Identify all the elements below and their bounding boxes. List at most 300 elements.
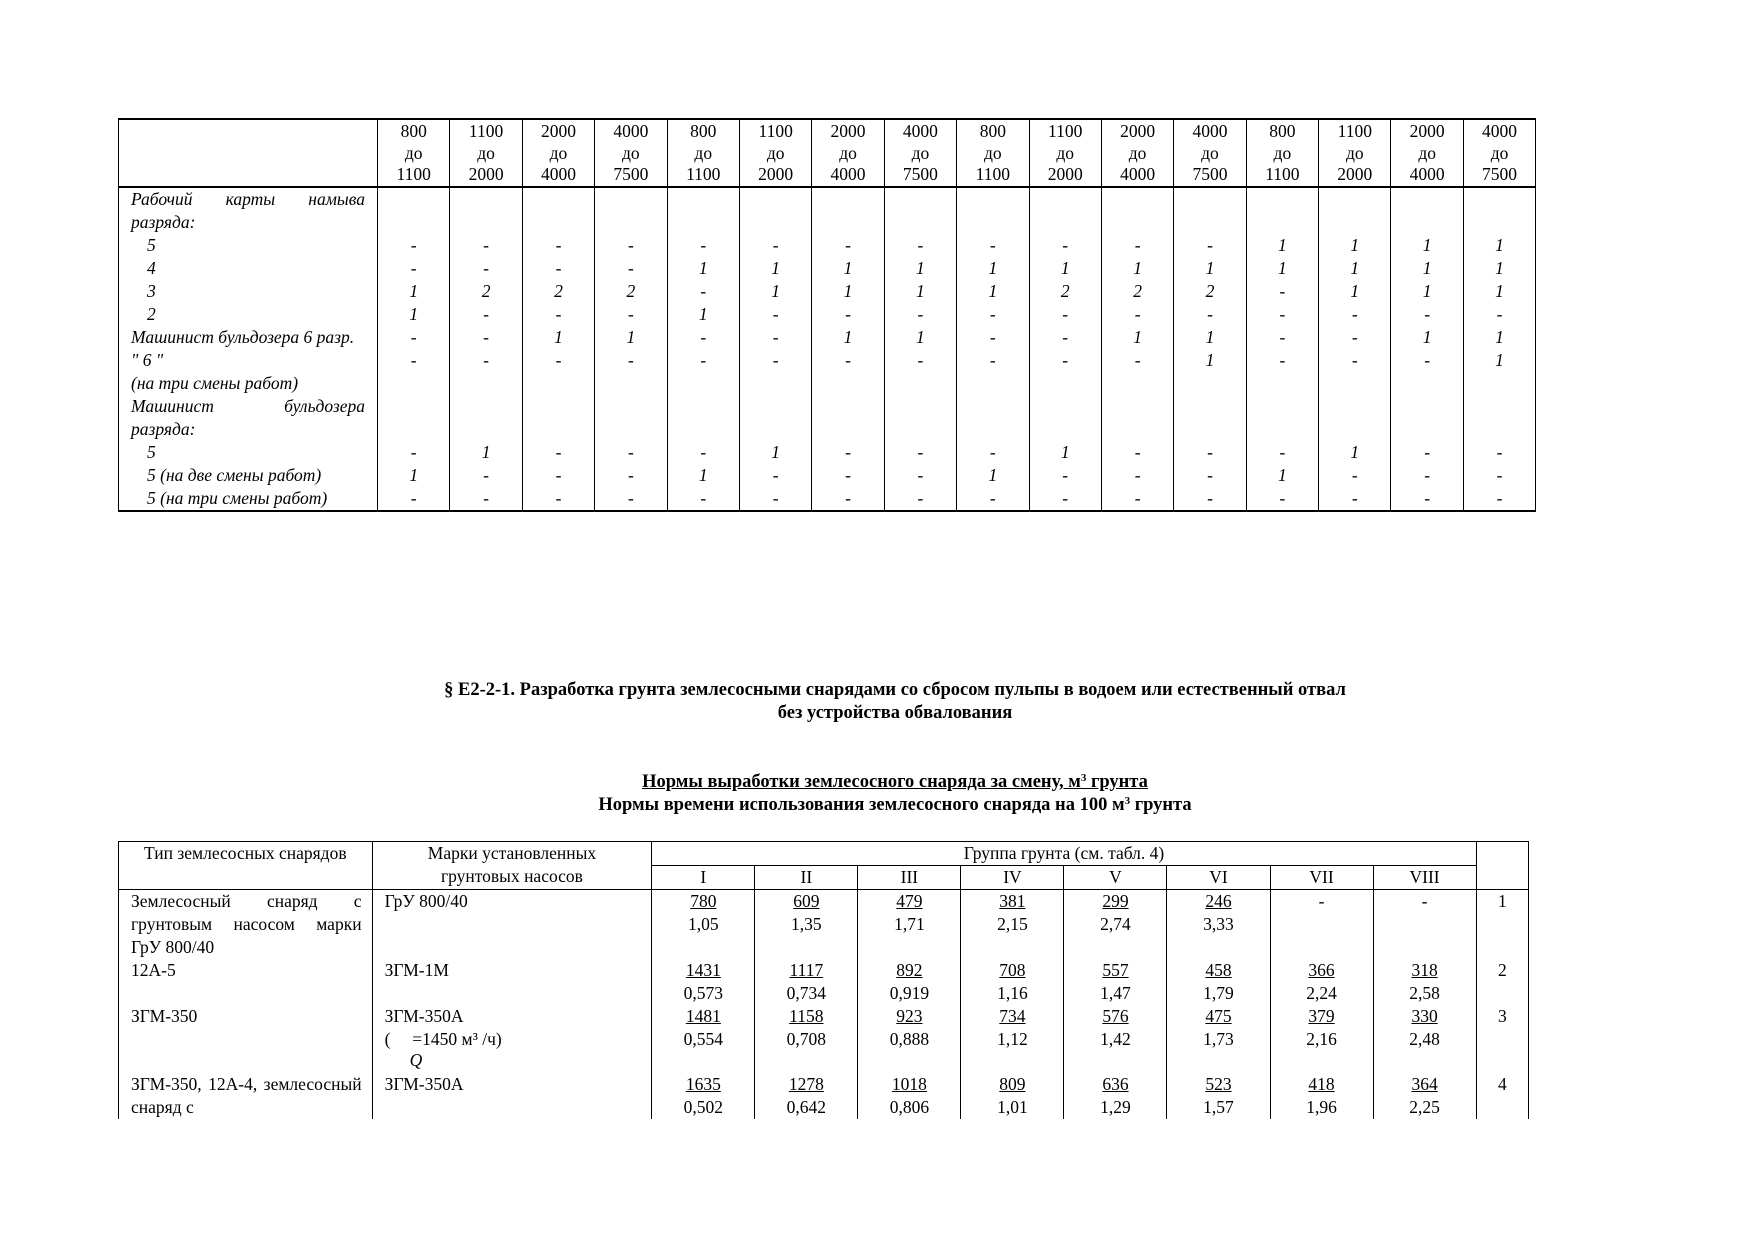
staffing-cell	[1463, 395, 1535, 441]
staffing-cell: 1	[812, 257, 884, 280]
staffing-row-label: 2	[119, 303, 378, 326]
staffing-cell: -	[812, 464, 884, 487]
staffing-cell: -	[667, 441, 739, 464]
staffing-cell: 1	[884, 280, 956, 303]
staffing-cell: -	[1319, 464, 1391, 487]
norm-cell: 330 2,48	[1373, 1005, 1476, 1073]
staffing-cell: 1	[1391, 280, 1463, 303]
staffing-cell: 2	[1029, 280, 1101, 303]
norm-cell: 458 1,79	[1167, 959, 1270, 1005]
staffing-cell: -	[1101, 234, 1173, 257]
staffing-header-range: 4000 до 7500	[1174, 119, 1246, 187]
staffing-cell: 1	[1391, 326, 1463, 349]
staffing-row	[119, 257, 1536, 280]
group-header-IV: IV	[961, 866, 1064, 890]
staffing-cell: -	[1319, 303, 1391, 326]
staffing-cell	[957, 187, 1029, 234]
norms-title-line2: Нормы времени использования землесосного снаряда на 100 м	[598, 795, 1125, 815]
staffing-cell: -	[1463, 464, 1535, 487]
norm-cell: 708 1,16	[961, 959, 1064, 1005]
staffing-cell: -	[1391, 441, 1463, 464]
staffing-cell: -	[884, 441, 956, 464]
staffing-row-label: 5	[119, 441, 378, 464]
staffing-cell: 1	[739, 280, 811, 303]
staffing-row	[119, 187, 1536, 234]
staffing-cell: -	[595, 234, 667, 257]
staffing-cell: 1	[957, 464, 1029, 487]
staffing-cell: -	[739, 303, 811, 326]
staffing-cell	[595, 372, 667, 395]
staffing-cell: 1	[739, 257, 811, 280]
staffing-row	[119, 234, 1536, 257]
staffing-header-range: 800 до 1100	[1246, 119, 1318, 187]
staffing-cell: -	[450, 257, 522, 280]
row-number: 4	[1476, 1073, 1528, 1119]
staffing-row	[119, 487, 1536, 511]
norms-table-header	[119, 842, 1529, 890]
staffing-cell	[1463, 187, 1535, 234]
staffing-cell: -	[957, 303, 1029, 326]
staffing-header-range: 2000 до 4000	[522, 119, 594, 187]
staffing-cell	[1319, 187, 1391, 234]
staffing-cell: 1	[1319, 257, 1391, 280]
staffing-cell: -	[1319, 487, 1391, 511]
staffing-cell	[1319, 395, 1391, 441]
staffing-cell: -	[812, 349, 884, 372]
staffing-cell	[1174, 187, 1246, 234]
staffing-header-range: 1100 до 2000	[1319, 119, 1391, 187]
staffing-cell	[1246, 187, 1318, 234]
staffing-header-range: 1100 до 2000	[1029, 119, 1101, 187]
staffing-cell: 1	[1391, 234, 1463, 257]
staffing-cell: 1	[1319, 441, 1391, 464]
staffing-cell	[1391, 187, 1463, 234]
staffing-cell	[884, 395, 956, 441]
staffing-cell: 1	[378, 464, 450, 487]
dredger-type: ЗГМ-350, 12А-4, землесосный снаряд с	[119, 1073, 373, 1119]
col-group-header: Группа грунта (см. табл. 4)	[652, 842, 1476, 866]
staffing-cell	[1029, 187, 1101, 234]
staffing-header-range: 800 до 1100	[667, 119, 739, 187]
staffing-cell	[378, 187, 450, 234]
staffing-cell: -	[522, 441, 594, 464]
staffing-cell: -	[1174, 487, 1246, 511]
staffing-cell: -	[1246, 280, 1318, 303]
staffing-cell: -	[884, 464, 956, 487]
norm-cell: 523 1,57	[1167, 1073, 1270, 1119]
staffing-cell: 1	[1463, 280, 1535, 303]
staffing-cell: -	[450, 464, 522, 487]
staffing-cell: -	[522, 234, 594, 257]
pump-model: ГрУ 800/40	[372, 890, 652, 960]
staffing-cell: -	[1101, 441, 1173, 464]
staffing-cell	[812, 187, 884, 234]
norm-cell: 418 1,96	[1270, 1073, 1373, 1119]
norms-table-body	[119, 890, 1529, 1120]
staffing-cell: 1	[1463, 326, 1535, 349]
staffing-header-range: 4000 до 7500	[884, 119, 956, 187]
staffing-cell: 1	[667, 303, 739, 326]
staffing-cell: -	[1246, 487, 1318, 511]
pump-model: ЗГМ-350А	[372, 1073, 652, 1119]
staffing-cell	[1101, 372, 1173, 395]
norm-cell: 1278 0,642	[755, 1073, 858, 1119]
staffing-cell: -	[1246, 441, 1318, 464]
staffing-row	[119, 464, 1536, 487]
staffing-row-label: 3	[119, 280, 378, 303]
staffing-cell	[739, 395, 811, 441]
staffing-cell: -	[1101, 349, 1173, 372]
staffing-cell	[522, 372, 594, 395]
staffing-cell	[1463, 372, 1535, 395]
staffing-cell	[1029, 372, 1101, 395]
staffing-row-label: " 6 "	[119, 349, 378, 372]
norm-cell: 299 2,74	[1064, 890, 1167, 960]
staffing-cell: -	[450, 487, 522, 511]
staffing-cell: -	[739, 349, 811, 372]
staffing-row-label: 5 (на две смены работ)	[119, 464, 378, 487]
staffing-cell: 1	[1101, 326, 1173, 349]
staffing-row	[119, 395, 1536, 441]
staffing-cell: -	[1463, 441, 1535, 464]
staffing-cell	[450, 372, 522, 395]
staffing-cell: -	[595, 487, 667, 511]
staffing-cell: -	[450, 303, 522, 326]
staffing-cell: -	[739, 326, 811, 349]
staffing-cell: -	[378, 326, 450, 349]
staffing-cell: 1	[884, 257, 956, 280]
staffing-cell: -	[739, 234, 811, 257]
staffing-cell: -	[1319, 349, 1391, 372]
staffing-cell	[450, 187, 522, 234]
staffing-row	[119, 280, 1536, 303]
staffing-cell	[1174, 395, 1246, 441]
staffing-cell: -	[522, 257, 594, 280]
staffing-cell	[957, 372, 1029, 395]
staffing-cell: 1	[667, 257, 739, 280]
staffing-cell: -	[957, 441, 1029, 464]
staffing-cell: 2	[522, 280, 594, 303]
staffing-cell: 1	[1029, 257, 1101, 280]
staffing-cell: -	[595, 441, 667, 464]
staffing-cell: -	[812, 234, 884, 257]
staffing-header-range: 1100 до 2000	[739, 119, 811, 187]
staffing-cell: -	[1029, 349, 1101, 372]
staffing-cell: -	[812, 441, 884, 464]
staffing-header-range: 1100 до 2000	[450, 119, 522, 187]
staffing-cell	[1246, 395, 1318, 441]
staffing-cell: -	[1246, 303, 1318, 326]
staffing-cell	[450, 395, 522, 441]
group-header-VI: VI	[1167, 866, 1270, 890]
norm-cell: 1018 0,806	[858, 1073, 961, 1119]
norm-cell: 366 2,24	[1270, 959, 1373, 1005]
staffing-cell	[1391, 395, 1463, 441]
col-pump-header: Марки установленных грунтовых насосов	[372, 842, 652, 890]
staffing-cell: 2	[450, 280, 522, 303]
staffing-cell: -	[812, 487, 884, 511]
staffing-header-range: 2000 до 4000	[1391, 119, 1463, 187]
staffing-cell: -	[522, 464, 594, 487]
staffing-cell: 1	[1246, 234, 1318, 257]
staffing-cell	[667, 372, 739, 395]
staffing-cell	[522, 187, 594, 234]
staffing-cell: -	[884, 349, 956, 372]
staffing-cell: 2	[595, 280, 667, 303]
staffing-cell: -	[450, 234, 522, 257]
staffing-cell: -	[522, 349, 594, 372]
staffing-cell: 1	[812, 280, 884, 303]
norm-cell: 809 1,01	[961, 1073, 1064, 1119]
staffing-cell: -	[1391, 303, 1463, 326]
staffing-cell: -	[739, 464, 811, 487]
staffing-cell: -	[1391, 464, 1463, 487]
staffing-cell: -	[1174, 234, 1246, 257]
norm-cell: 576 1,42	[1064, 1005, 1167, 1073]
staffing-cell: -	[1246, 349, 1318, 372]
staffing-cell	[1101, 187, 1173, 234]
dredger-type: Землесосный снаряд с грунтовым насосом марки ГрУ 800/40	[119, 890, 373, 960]
norm-cell: 780 1,05	[652, 890, 755, 960]
staffing-cell: -	[1246, 326, 1318, 349]
staffing-cell: 1	[1101, 257, 1173, 280]
staffing-cell	[739, 187, 811, 234]
staffing-cell: -	[378, 441, 450, 464]
staffing-cell: -	[1029, 303, 1101, 326]
staffing-cell: -	[1101, 464, 1173, 487]
staffing-row-label: Рабочий карты намыва разряда:	[119, 187, 378, 234]
staffing-row	[119, 372, 1536, 395]
norm-cell: 379 2,16	[1270, 1005, 1373, 1073]
staffing-header-range: 800 до 1100	[957, 119, 1029, 187]
staffing-cell: -	[1029, 464, 1101, 487]
norm-cell: 892 0,919	[858, 959, 961, 1005]
staffing-cell: 1	[667, 464, 739, 487]
staffing-cell: -	[1319, 326, 1391, 349]
norm-cell: 1481 0,554	[652, 1005, 755, 1073]
staffing-cell: -	[1174, 464, 1246, 487]
staffing-cell: -	[595, 349, 667, 372]
norm-cell: -	[1373, 890, 1476, 960]
staffing-cell: 1	[1463, 257, 1535, 280]
norm-cell: 923 0,888	[858, 1005, 961, 1073]
staffing-cell: 1	[378, 280, 450, 303]
norms-row	[119, 959, 1529, 1005]
staffing-cell: 2	[1174, 280, 1246, 303]
staffing-row-label: Машинист бульдозера разряда:	[119, 395, 378, 441]
norms-title-line1: Нормы выработки землесосного снаряда за смену, м	[642, 772, 1081, 792]
staffing-cell: -	[667, 234, 739, 257]
staffing-cell: -	[1463, 303, 1535, 326]
staffing-cell: -	[522, 487, 594, 511]
staffing-cell	[1174, 372, 1246, 395]
norms-row	[119, 890, 1529, 960]
staffing-row-label: 5	[119, 234, 378, 257]
dredger-type: ЗГМ-350	[119, 1005, 373, 1073]
staffing-cell	[378, 395, 450, 441]
staffing-cell	[595, 395, 667, 441]
staffing-cell: -	[957, 349, 1029, 372]
staffing-cell: 1	[884, 326, 956, 349]
staffing-cell	[884, 187, 956, 234]
staffing-cell	[884, 372, 956, 395]
norm-cell: 318 2,58	[1373, 959, 1476, 1005]
staffing-table-header	[119, 119, 1536, 187]
norms-row	[119, 1073, 1529, 1119]
row-number: 2	[1476, 959, 1528, 1005]
staffing-row	[119, 326, 1536, 349]
norms-row	[119, 1005, 1529, 1073]
norm-cell: 557 1,47	[1064, 959, 1167, 1005]
staffing-cell: -	[522, 303, 594, 326]
staffing-cell: 1	[1246, 464, 1318, 487]
staffing-cell	[739, 372, 811, 395]
staffing-cell	[1391, 372, 1463, 395]
section-title-line2: без устройства обвалования	[777, 703, 1013, 723]
staffing-cell: -	[1101, 487, 1173, 511]
norm-cell: 636 1,29	[1064, 1073, 1167, 1119]
staffing-cell: -	[450, 326, 522, 349]
norm-cell: 1431 0,573	[652, 959, 755, 1005]
norm-cell: 479 1,71	[858, 890, 961, 960]
staffing-header-range: 2000 до 4000	[1101, 119, 1173, 187]
norm-cell: -	[1270, 890, 1373, 960]
norm-cell: 1635 0,502	[652, 1073, 755, 1119]
staffing-cell: -	[595, 257, 667, 280]
staffing-cell	[522, 395, 594, 441]
staffing-cell: 1	[450, 441, 522, 464]
staffing-row	[119, 441, 1536, 464]
staffing-cell: 1	[1246, 257, 1318, 280]
staffing-cell: -	[595, 303, 667, 326]
staffing-cell	[812, 395, 884, 441]
staffing-cell	[812, 372, 884, 395]
staffing-cell: 1	[957, 280, 1029, 303]
section-title	[0, 678, 1755, 702]
staffing-cell: -	[378, 257, 450, 280]
staffing-cell: -	[667, 326, 739, 349]
staffing-row	[119, 303, 1536, 326]
staffing-cell	[957, 395, 1029, 441]
staffing-cell: -	[957, 234, 1029, 257]
section-title-line1: § Е2-2-1. Разработка грунта землесосными снарядами со сбросом пульпы в водоем или естественный отвал	[444, 680, 1346, 700]
staffing-cell: 2	[1101, 280, 1173, 303]
staffing-row-label: (на три смены работ)	[119, 372, 378, 395]
staffing-row	[119, 349, 1536, 372]
norms-title-time: Нормы времени использования землесосного снаряда на 100 $м^3$ грунта	[598, 795, 1192, 815]
group-header-III: III	[858, 866, 961, 890]
staffing-row-label: Машинист бульдозера 6 разр.	[119, 326, 378, 349]
staffing-header-blank	[119, 119, 378, 187]
staffing-cell	[595, 187, 667, 234]
staffing-cell: -	[667, 280, 739, 303]
staffing-cell	[1319, 372, 1391, 395]
staffing-cell: -	[1101, 303, 1173, 326]
col-num-header	[1476, 842, 1528, 890]
staffing-cell: -	[378, 234, 450, 257]
staffing-cell: 1	[1029, 441, 1101, 464]
staffing-cell: -	[1029, 234, 1101, 257]
staffing-cell: 1	[1174, 326, 1246, 349]
staffing-cell	[667, 395, 739, 441]
staffing-cell	[1029, 395, 1101, 441]
norm-cell: 364 2,25	[1373, 1073, 1476, 1119]
staffing-cell: -	[378, 487, 450, 511]
staffing-cell: 1	[1174, 257, 1246, 280]
staffing-header-range: 4000 до 7500	[595, 119, 667, 187]
staffing-cell: -	[957, 326, 1029, 349]
staffing-cell: -	[957, 487, 1029, 511]
staffing-cell: 1	[1463, 349, 1535, 372]
staffing-cell: -	[1391, 349, 1463, 372]
staffing-row-label: 4	[119, 257, 378, 280]
staffing-cell: 1	[1319, 280, 1391, 303]
staffing-cell	[667, 187, 739, 234]
staffing-cell: -	[812, 303, 884, 326]
staffing-cell: -	[595, 464, 667, 487]
staffing-cell: -	[378, 349, 450, 372]
staffing-cell: -	[1029, 326, 1101, 349]
staffing-header-range: 800 до 1100	[378, 119, 450, 187]
staffing-cell: 1	[378, 303, 450, 326]
staffing-header-range: 4000 до 7500	[1463, 119, 1535, 187]
pump-model: ЗГМ-1М	[372, 959, 652, 1005]
norm-cell: 1117 0,734	[755, 959, 858, 1005]
staffing-cell: -	[1174, 441, 1246, 464]
group-header-VIII: VIII	[1373, 866, 1476, 890]
pump-model: ЗГМ-350А ( =1450 м³ /ч) Q	[372, 1005, 652, 1073]
norms-title-output: Нормы выработки землесосного снаряда за смену, $м^3$ грунта	[642, 772, 1148, 792]
staffing-cell: 1	[595, 326, 667, 349]
row-number: 3	[1476, 1005, 1528, 1073]
staffing-table	[118, 118, 1536, 512]
staffing-cell: -	[884, 234, 956, 257]
staffing-cell: 1	[1174, 349, 1246, 372]
staffing-cell: -	[1391, 487, 1463, 511]
row-number: 1	[1476, 890, 1528, 960]
staffing-row-label: 5 (на три смены работ)	[119, 487, 378, 511]
staffing-cell: -	[884, 303, 956, 326]
staffing-cell: -	[1463, 487, 1535, 511]
staffing-cell	[1101, 395, 1173, 441]
staffing-cell: -	[667, 349, 739, 372]
norm-cell: 734 1,12	[961, 1005, 1064, 1073]
staffing-cell: 1	[1463, 234, 1535, 257]
section-title-cont	[0, 701, 1755, 725]
staffing-cell: -	[450, 349, 522, 372]
staffing-table-body	[119, 187, 1536, 511]
staffing-cell: 1	[1319, 234, 1391, 257]
group-header-VII: VII	[1270, 866, 1373, 890]
norm-cell: 475 1,73	[1167, 1005, 1270, 1073]
staffing-cell: 1	[957, 257, 1029, 280]
norm-cell: 1158 0,708	[755, 1005, 858, 1073]
staffing-cell: 1	[1391, 257, 1463, 280]
staffing-header-range: 2000 до 4000	[812, 119, 884, 187]
staffing-cell	[378, 372, 450, 395]
norm-cell: 246 3,33	[1167, 890, 1270, 960]
norm-cell: 609 1,35	[755, 890, 858, 960]
staffing-cell: 1	[812, 326, 884, 349]
col-type-header: Тип землесосных снарядов	[119, 842, 373, 890]
staffing-cell: -	[884, 487, 956, 511]
staffing-cell: -	[739, 487, 811, 511]
staffing-cell	[1246, 372, 1318, 395]
staffing-cell: -	[1174, 303, 1246, 326]
staffing-cell: -	[667, 487, 739, 511]
staffing-cell: -	[1029, 487, 1101, 511]
staffing-cell: 1	[522, 326, 594, 349]
